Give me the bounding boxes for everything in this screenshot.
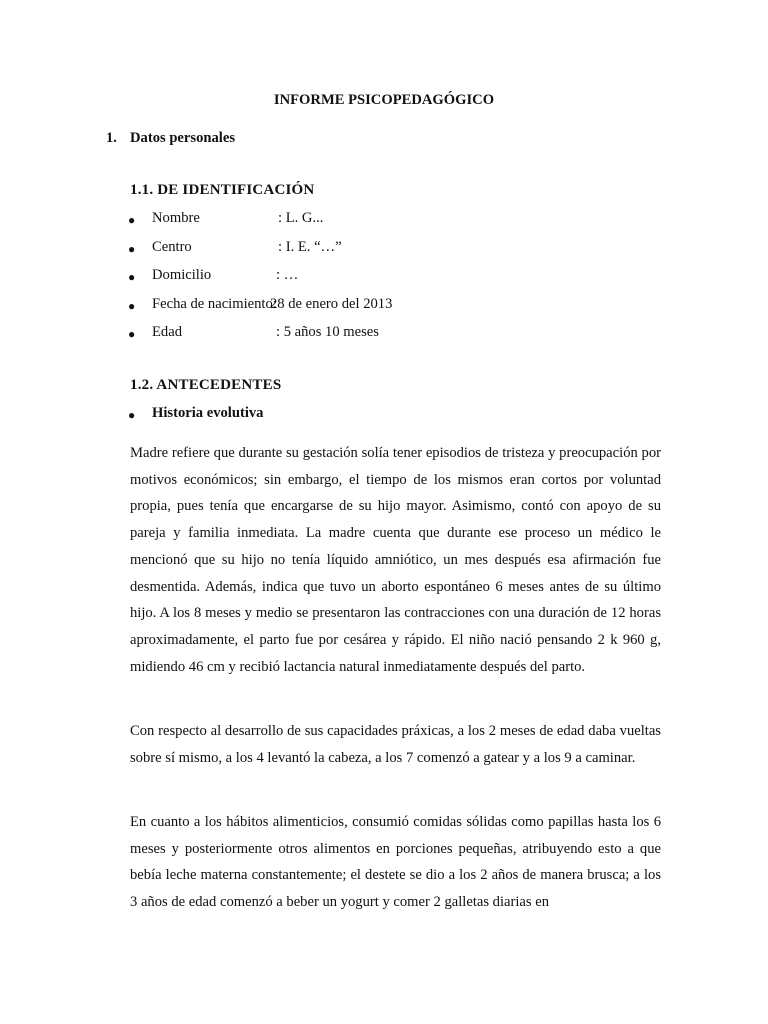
field-label: Centro (152, 238, 192, 255)
field-label: Domicilio (152, 267, 212, 283)
bullet-icon: ● (128, 327, 136, 341)
section-number: 1. (106, 130, 117, 146)
field-label: Edad (152, 324, 182, 340)
bullet-icon: ● (128, 213, 136, 227)
field-label: Fecha de nacimiento: (152, 295, 277, 312)
document-title: INFORME PSICOPEDAGÓGICO (273, 92, 495, 108)
bullet-icon: ● (128, 408, 136, 422)
subsection-heading-antecedentes: 1.2. ANTECEDENTES (130, 377, 282, 393)
field-label: Nombre (152, 210, 200, 226)
field-value: : 5 años 10 meses (276, 324, 379, 340)
bullet-icon: ● (128, 241, 136, 256)
section-label: Datos personales (130, 130, 235, 146)
bullet-icon: ● (128, 298, 136, 313)
field-value: : L. G... (278, 210, 324, 226)
field-value: : … (276, 267, 299, 283)
bullet-heading-label: Historia evolutiva (152, 405, 264, 421)
field-value: 28 de enero del 2013 (270, 295, 393, 312)
section-heading-datos-personales (106, 130, 235, 147)
subsection-heading-identificacion: 1.1. DE IDENTIFICACIÓN (130, 182, 315, 198)
paragraph-habitos-alimenticios: En cuanto a los hábitos alimenticios, consumió comidas sólidas como papillas hasta los 6 meses y posteriormente otros alimentos en porciones pequeñas, atribuyendo esto a que bebía leche materna constantemente; el destete se dio a los 2 años de manera brusca; a los 3 años de edad comenzó a beber un yogurt y comer 2 galletas diarias en (130, 814, 661, 911)
paragraph-gestacion: Madre refiere que durante su gestación solía tener episodios de tristeza y preocupación por motivos económicos; sin embargo, el tiempo de los mismos eran cortos por voluntad propia, pues tenía que encargarse de su hijo mayor. Asimismo, contó con apoyo de su pareja y familia inmediata. La madre cuenta que durante ese proceso un médico le mencionó que su hijo no tenía líquido amniótico, un mes después esa afirmación fue desmentida. Además, indica que tuvo un aborto espontáneo 6 meses antes de su último hijo. A los 8 meses y medio se presentaron las contracciones con una duración de 12 horas aproximadamente, el parto fue por cesárea y rápido. El niño nació pensando 2 k 960 g, midiendo 46 cm y recibió lactancia natural inmediatamente después del parto. (130, 445, 661, 675)
paragraph-capacidades-praxicas: Con respecto al desarrollo de sus capacidades práxicas, a los 2 meses de edad daba vueltas sobre sí mismo, a los 4 levantó la cabeza, a los 7 comenzó a gatear y a los 9 a caminar. (130, 723, 661, 766)
bullet-icon: ● (128, 270, 136, 284)
field-value: : I. E. “…” (278, 238, 342, 255)
